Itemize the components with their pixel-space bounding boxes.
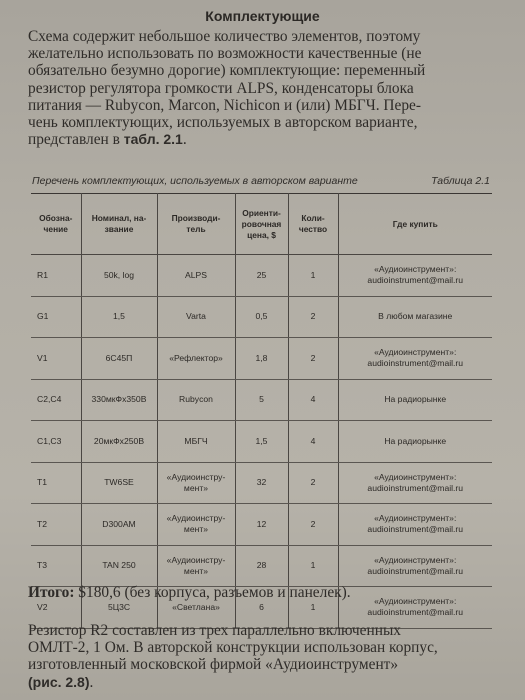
cell-price bbox=[235, 296, 288, 338]
cell-manufacturer bbox=[157, 255, 235, 297]
cell-text: T2 bbox=[37, 518, 48, 529]
header-text: цена, $ bbox=[247, 229, 276, 240]
cell-text: «Аудиоинстру- bbox=[166, 471, 226, 482]
cell-quantity bbox=[288, 504, 338, 546]
intro-line: желательно использовать по возможности качественные (не bbox=[28, 45, 422, 63]
cell-designation bbox=[31, 296, 81, 338]
cell-where-to-buy bbox=[338, 462, 492, 504]
table-row bbox=[31, 545, 492, 587]
cell-manufacturer bbox=[157, 421, 235, 463]
cell-nominal bbox=[81, 504, 157, 546]
cell-text: «Аудиоинструмент»: bbox=[374, 513, 457, 524]
cell-price bbox=[235, 338, 288, 380]
cell-price bbox=[235, 504, 288, 546]
cell-nominal bbox=[81, 296, 157, 338]
cell-designation bbox=[31, 462, 81, 504]
cell-where-to-buy bbox=[338, 338, 492, 380]
cell-text: Varta bbox=[186, 311, 206, 322]
outro-line: Резистор R2 составлен из трех параллельно включенных bbox=[28, 622, 401, 639]
cell-where-to-buy bbox=[338, 545, 492, 587]
table-row bbox=[31, 504, 492, 546]
table-row bbox=[31, 296, 492, 338]
cell-price bbox=[235, 545, 288, 587]
cell-nominal bbox=[81, 545, 157, 587]
table-reference: табл. 2.1 bbox=[123, 131, 183, 148]
cell-text: 1 bbox=[310, 601, 316, 612]
cell-price bbox=[235, 421, 288, 463]
cell-manufacturer bbox=[157, 296, 235, 338]
cell-text: «Светлана» bbox=[172, 601, 220, 612]
outro-line-end: . bbox=[89, 673, 94, 691]
intro-line: питания — Rubycon, Marcon, Nichicon и (или) МБГЧ. Пере- bbox=[28, 96, 421, 114]
header-text: Коли- bbox=[301, 213, 325, 223]
cell-text: 1 bbox=[310, 269, 316, 280]
cell-text: audioinstrument@mail.ru bbox=[367, 358, 464, 369]
header-nominal bbox=[81, 194, 157, 255]
cell-text: C1,C3 bbox=[37, 435, 62, 446]
cell-text: МБГЧ bbox=[184, 435, 208, 446]
cell-quantity bbox=[288, 462, 338, 504]
cell-text: 2 bbox=[310, 352, 316, 363]
cell-price bbox=[235, 462, 288, 504]
cell-text: 5 bbox=[259, 394, 264, 405]
cell-text: «Аудиоинструмент»: bbox=[374, 264, 457, 275]
cell-quantity bbox=[288, 379, 338, 421]
cell-quantity bbox=[288, 255, 338, 297]
table-row bbox=[31, 421, 492, 463]
cell-manufacturer bbox=[157, 462, 235, 504]
header-text: Обозна- bbox=[39, 213, 73, 223]
parts-table bbox=[31, 193, 492, 629]
cell-quantity bbox=[288, 421, 338, 463]
cell-manufacturer bbox=[157, 545, 235, 587]
header-text: чение bbox=[43, 224, 68, 234]
cell-text: мент» bbox=[183, 482, 209, 493]
cell-text: 4 bbox=[310, 394, 316, 405]
cell-text: 2 bbox=[310, 311, 316, 322]
table-caption-row bbox=[32, 175, 490, 187]
cell-text: 2 bbox=[310, 477, 316, 488]
cell-text: D300AM bbox=[102, 518, 136, 529]
cell-text: TW6SE bbox=[104, 477, 134, 488]
cell-text: 0,5 bbox=[255, 311, 268, 322]
cell-nominal bbox=[81, 421, 157, 463]
intro-paragraph bbox=[28, 28, 498, 148]
outro-paragraph bbox=[28, 622, 498, 691]
header-text: Ориенти- bbox=[242, 207, 281, 218]
cell-manufacturer bbox=[157, 504, 235, 546]
cell-manufacturer bbox=[157, 338, 235, 380]
outro-last-line bbox=[28, 674, 498, 691]
cell-text: T3 bbox=[37, 560, 48, 571]
cell-text: ALPS bbox=[185, 269, 207, 280]
table-row bbox=[31, 462, 492, 504]
cell-text: 20мкФх250В bbox=[93, 435, 145, 446]
intro-line: резистор регулятора громкости ALPS, конденсаторы блока bbox=[28, 79, 414, 97]
intro-line-text: представлен в bbox=[28, 131, 124, 149]
cell-text: «Аудиоинструмент»: bbox=[374, 471, 457, 482]
cell-text: 4 bbox=[310, 435, 316, 446]
cell-designation bbox=[31, 379, 81, 421]
cell-quantity bbox=[288, 338, 338, 380]
cell-where-to-buy bbox=[338, 504, 492, 546]
header-text: Где купить bbox=[392, 218, 438, 229]
cell-text: В любом магазине bbox=[378, 311, 453, 322]
table-number: Таблица 2.1 bbox=[431, 175, 490, 187]
cell-text: 1,5 bbox=[113, 311, 125, 322]
cell-text: R1 bbox=[37, 269, 48, 280]
cell-text: «Аудиоинстру- bbox=[166, 513, 226, 524]
header-designation bbox=[31, 194, 81, 255]
cell-text: 32 bbox=[256, 477, 267, 488]
table-row bbox=[31, 338, 492, 380]
cell-text: V1 bbox=[37, 352, 48, 363]
header-text: звание bbox=[104, 224, 134, 234]
cell-text: мент» bbox=[183, 524, 209, 535]
header-text: Номинал, на- bbox=[91, 213, 147, 223]
cell-manufacturer bbox=[157, 379, 235, 421]
header-text: тель bbox=[186, 224, 206, 234]
cell-text: 6С45П bbox=[105, 352, 133, 363]
total-text: $180,6 (без корпуса, разъемов и панелек). bbox=[74, 584, 351, 601]
cell-text: 50k, log bbox=[103, 269, 135, 280]
cell-text: мент» bbox=[183, 565, 209, 576]
header-where-to-buy bbox=[338, 194, 492, 255]
cell-nominal bbox=[81, 462, 157, 504]
cell-nominal bbox=[81, 379, 157, 421]
table-caption: Перечень комплектующих, используемых в авторском варианте bbox=[32, 175, 358, 187]
cell-text: Rubycon bbox=[179, 394, 213, 405]
cell-text: 1,5 bbox=[255, 435, 268, 446]
cell-designation bbox=[31, 545, 81, 587]
outro-line: изготовленный московской фирмой «Аудиоинструмент» bbox=[28, 656, 399, 674]
header-text: чество bbox=[298, 224, 328, 234]
cell-where-to-buy bbox=[338, 296, 492, 338]
header-text: ровочная bbox=[241, 218, 282, 229]
cell-designation bbox=[31, 421, 81, 463]
figure-reference: (рис. 2.8) bbox=[28, 673, 90, 690]
cell-text: «Рефлектор» bbox=[169, 352, 223, 363]
cell-text: audioinstrument@mail.ru bbox=[367, 565, 464, 576]
cell-quantity bbox=[288, 545, 338, 587]
cell-text: 1,8 bbox=[255, 352, 268, 363]
intro-line-end: . bbox=[182, 131, 187, 149]
cell-text: G1 bbox=[37, 311, 49, 322]
section-heading: Комплектующие bbox=[205, 8, 320, 24]
cell-text: 28 bbox=[256, 560, 267, 571]
header-price bbox=[235, 194, 288, 255]
header-text: Производи- bbox=[171, 213, 221, 223]
cell-nominal bbox=[81, 338, 157, 380]
cell-text: «Аудиоинстру- bbox=[166, 554, 226, 565]
table-row bbox=[31, 379, 492, 421]
cell-text: C2,C4 bbox=[37, 394, 62, 405]
cell-designation bbox=[31, 255, 81, 297]
intro-last-line bbox=[28, 131, 498, 148]
cell-text: audioinstrument@mail.ru bbox=[367, 524, 464, 535]
table-header-row bbox=[31, 194, 492, 255]
cell-where-to-buy bbox=[338, 379, 492, 421]
intro-line: обязательно безумно дорогие) комплектующие: переменный bbox=[28, 62, 426, 80]
cell-nominal bbox=[81, 255, 157, 297]
cell-text: TAN 250 bbox=[102, 560, 136, 571]
cell-text: На радиорынке bbox=[384, 435, 447, 446]
cell-designation bbox=[31, 504, 81, 546]
outro-line: ОМЛТ-2, 1 Ом. В авторской конструкции использован корпус, bbox=[28, 639, 438, 657]
cell-text: 2 bbox=[310, 518, 316, 529]
header-manufacturer bbox=[157, 194, 235, 255]
cell-text: V2 bbox=[37, 601, 48, 612]
cell-text: 5Ц3С bbox=[107, 601, 131, 612]
cell-designation bbox=[31, 338, 81, 380]
cell-text: «Аудиоинструмент»: bbox=[374, 347, 457, 358]
cell-text: «Аудиоинструмент»: bbox=[374, 554, 457, 565]
cell-text: 6 bbox=[259, 601, 264, 612]
cell-text: 1 bbox=[310, 560, 316, 571]
table-row bbox=[31, 255, 492, 297]
cell-text: 330мкФх350В bbox=[91, 394, 147, 405]
cell-where-to-buy bbox=[338, 255, 492, 297]
cell-where-to-buy bbox=[338, 421, 492, 463]
cell-quantity bbox=[288, 296, 338, 338]
cell-text: 12 bbox=[256, 518, 267, 529]
cell-text: T1 bbox=[37, 477, 48, 488]
cell-text: «Аудиоинструмент»: bbox=[374, 596, 457, 607]
intro-line: Схема содержит небольшое количество элементов, поэтому bbox=[28, 28, 421, 45]
total-label: Итого: bbox=[28, 584, 75, 601]
cell-text: audioinstrument@mail.ru bbox=[367, 482, 464, 493]
intro-line: чень комплектующих, используемых в авторском варианте, bbox=[28, 114, 418, 132]
cell-text: 25 bbox=[256, 269, 267, 280]
cell-text: На радиорынке bbox=[384, 394, 447, 405]
cell-price bbox=[235, 379, 288, 421]
cell-text: audioinstrument@mail.ru bbox=[367, 607, 464, 618]
total-line bbox=[28, 584, 498, 602]
table-body bbox=[31, 255, 492, 629]
cell-text: audioinstrument@mail.ru bbox=[367, 275, 464, 286]
header-quantity bbox=[288, 194, 338, 255]
cell-price bbox=[235, 255, 288, 297]
